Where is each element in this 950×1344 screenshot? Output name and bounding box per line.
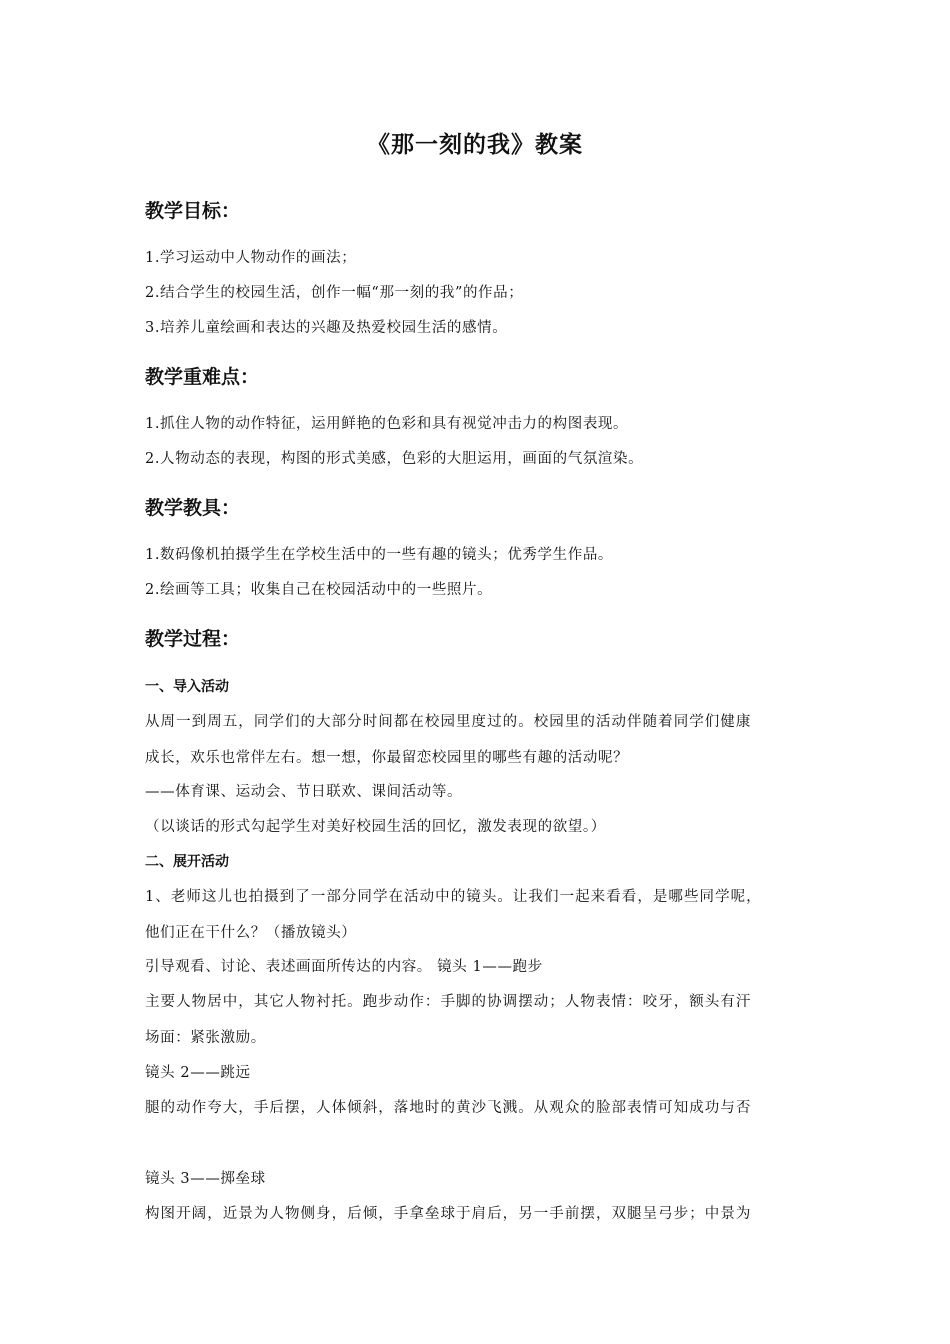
- heading-teaching-process: 教学过程：: [145, 628, 241, 650]
- tool-item-1: 1.数码像机拍摄学生在学校生活中的一些有趣的镜头；优秀学生作品。: [145, 547, 614, 563]
- paragraph-line: 场面：紧张激励。: [145, 1030, 266, 1046]
- key-point-item-1: 1.抓住人物的动作特征，运用鲜艳的色彩和具有视觉冲击力的构图表现。: [145, 416, 629, 432]
- goal-item-2: 2.结合学生的校园生活，创作一幅“那一刻的我”的作品；: [145, 285, 524, 301]
- paragraph-line: 构图开阔，近景为人物侧身，后倾，手拿垒球于肩后，另一手前摆，双腿呈弓步；中景为: [145, 1206, 752, 1222]
- paragraph-line: （以谈话的形式勾起学生对美好校园生活的回忆，激发表现的欲望。）: [145, 819, 606, 835]
- subheading-main-activity: 二、展开活动: [145, 854, 229, 870]
- paragraph-line: 他们正在干什么？（播放镜头）: [145, 925, 357, 941]
- heading-key-points: 教学重难点：: [145, 366, 260, 388]
- paragraph-line: ——体育课、运动会、节日联欢、课间活动等。: [145, 784, 463, 800]
- goal-item-3: 3.培养儿童绘画和表达的兴趣及热爱校园生活的感情。: [145, 320, 508, 336]
- tool-item-2: 2.绘画等工具；收集自己在校园活动中的一些照片。: [145, 582, 493, 598]
- paragraph-line: 从周一到周五，同学们的大部分时间都在校园里度过的。校园里的活动伴随着同学们健康: [145, 714, 752, 730]
- goal-item-1: 1.学习运动中人物动作的画法；: [145, 250, 357, 266]
- paragraph-line: 主要人物居中，其它人物衬托。跑步动作：手脚的协调摆动；人物表情：咬牙，额头有汗: [145, 994, 752, 1010]
- heading-teaching-goals: 教学目标：: [145, 200, 241, 222]
- heading-teaching-tools: 教学教具：: [145, 497, 241, 519]
- paragraph-line: 腿的动作夸大，手后摆，人体倾斜，落地时的黄沙飞溅。从观众的脸部表情可知成功与否: [145, 1100, 752, 1116]
- paragraph-line: 镜头 3——掷垒球: [145, 1171, 266, 1187]
- paragraph-line: 1、老师这儿也拍摄到了一部分同学在活动中的镜头。让我们一起来看看，是哪些同学呢，: [145, 889, 762, 905]
- paragraph-line: 成长，欢乐也常伴左右。想一想，你最留恋校园里的哪些有趣的活动呢？: [145, 750, 629, 766]
- paragraph-line: 引导观看、讨论、表述画面所传达的内容。 镜头 1——跑步: [145, 959, 543, 975]
- key-point-item-2: 2.人物动态的表现，构图的形式美感，色彩的大胆运用，画面的气氛渲染。: [145, 451, 644, 467]
- subheading-intro-activity: 一、导入活动: [145, 679, 229, 695]
- document-title: 《那一刻的我》教案: [367, 132, 583, 158]
- paragraph-line: 镜头 2——跳远: [145, 1065, 251, 1081]
